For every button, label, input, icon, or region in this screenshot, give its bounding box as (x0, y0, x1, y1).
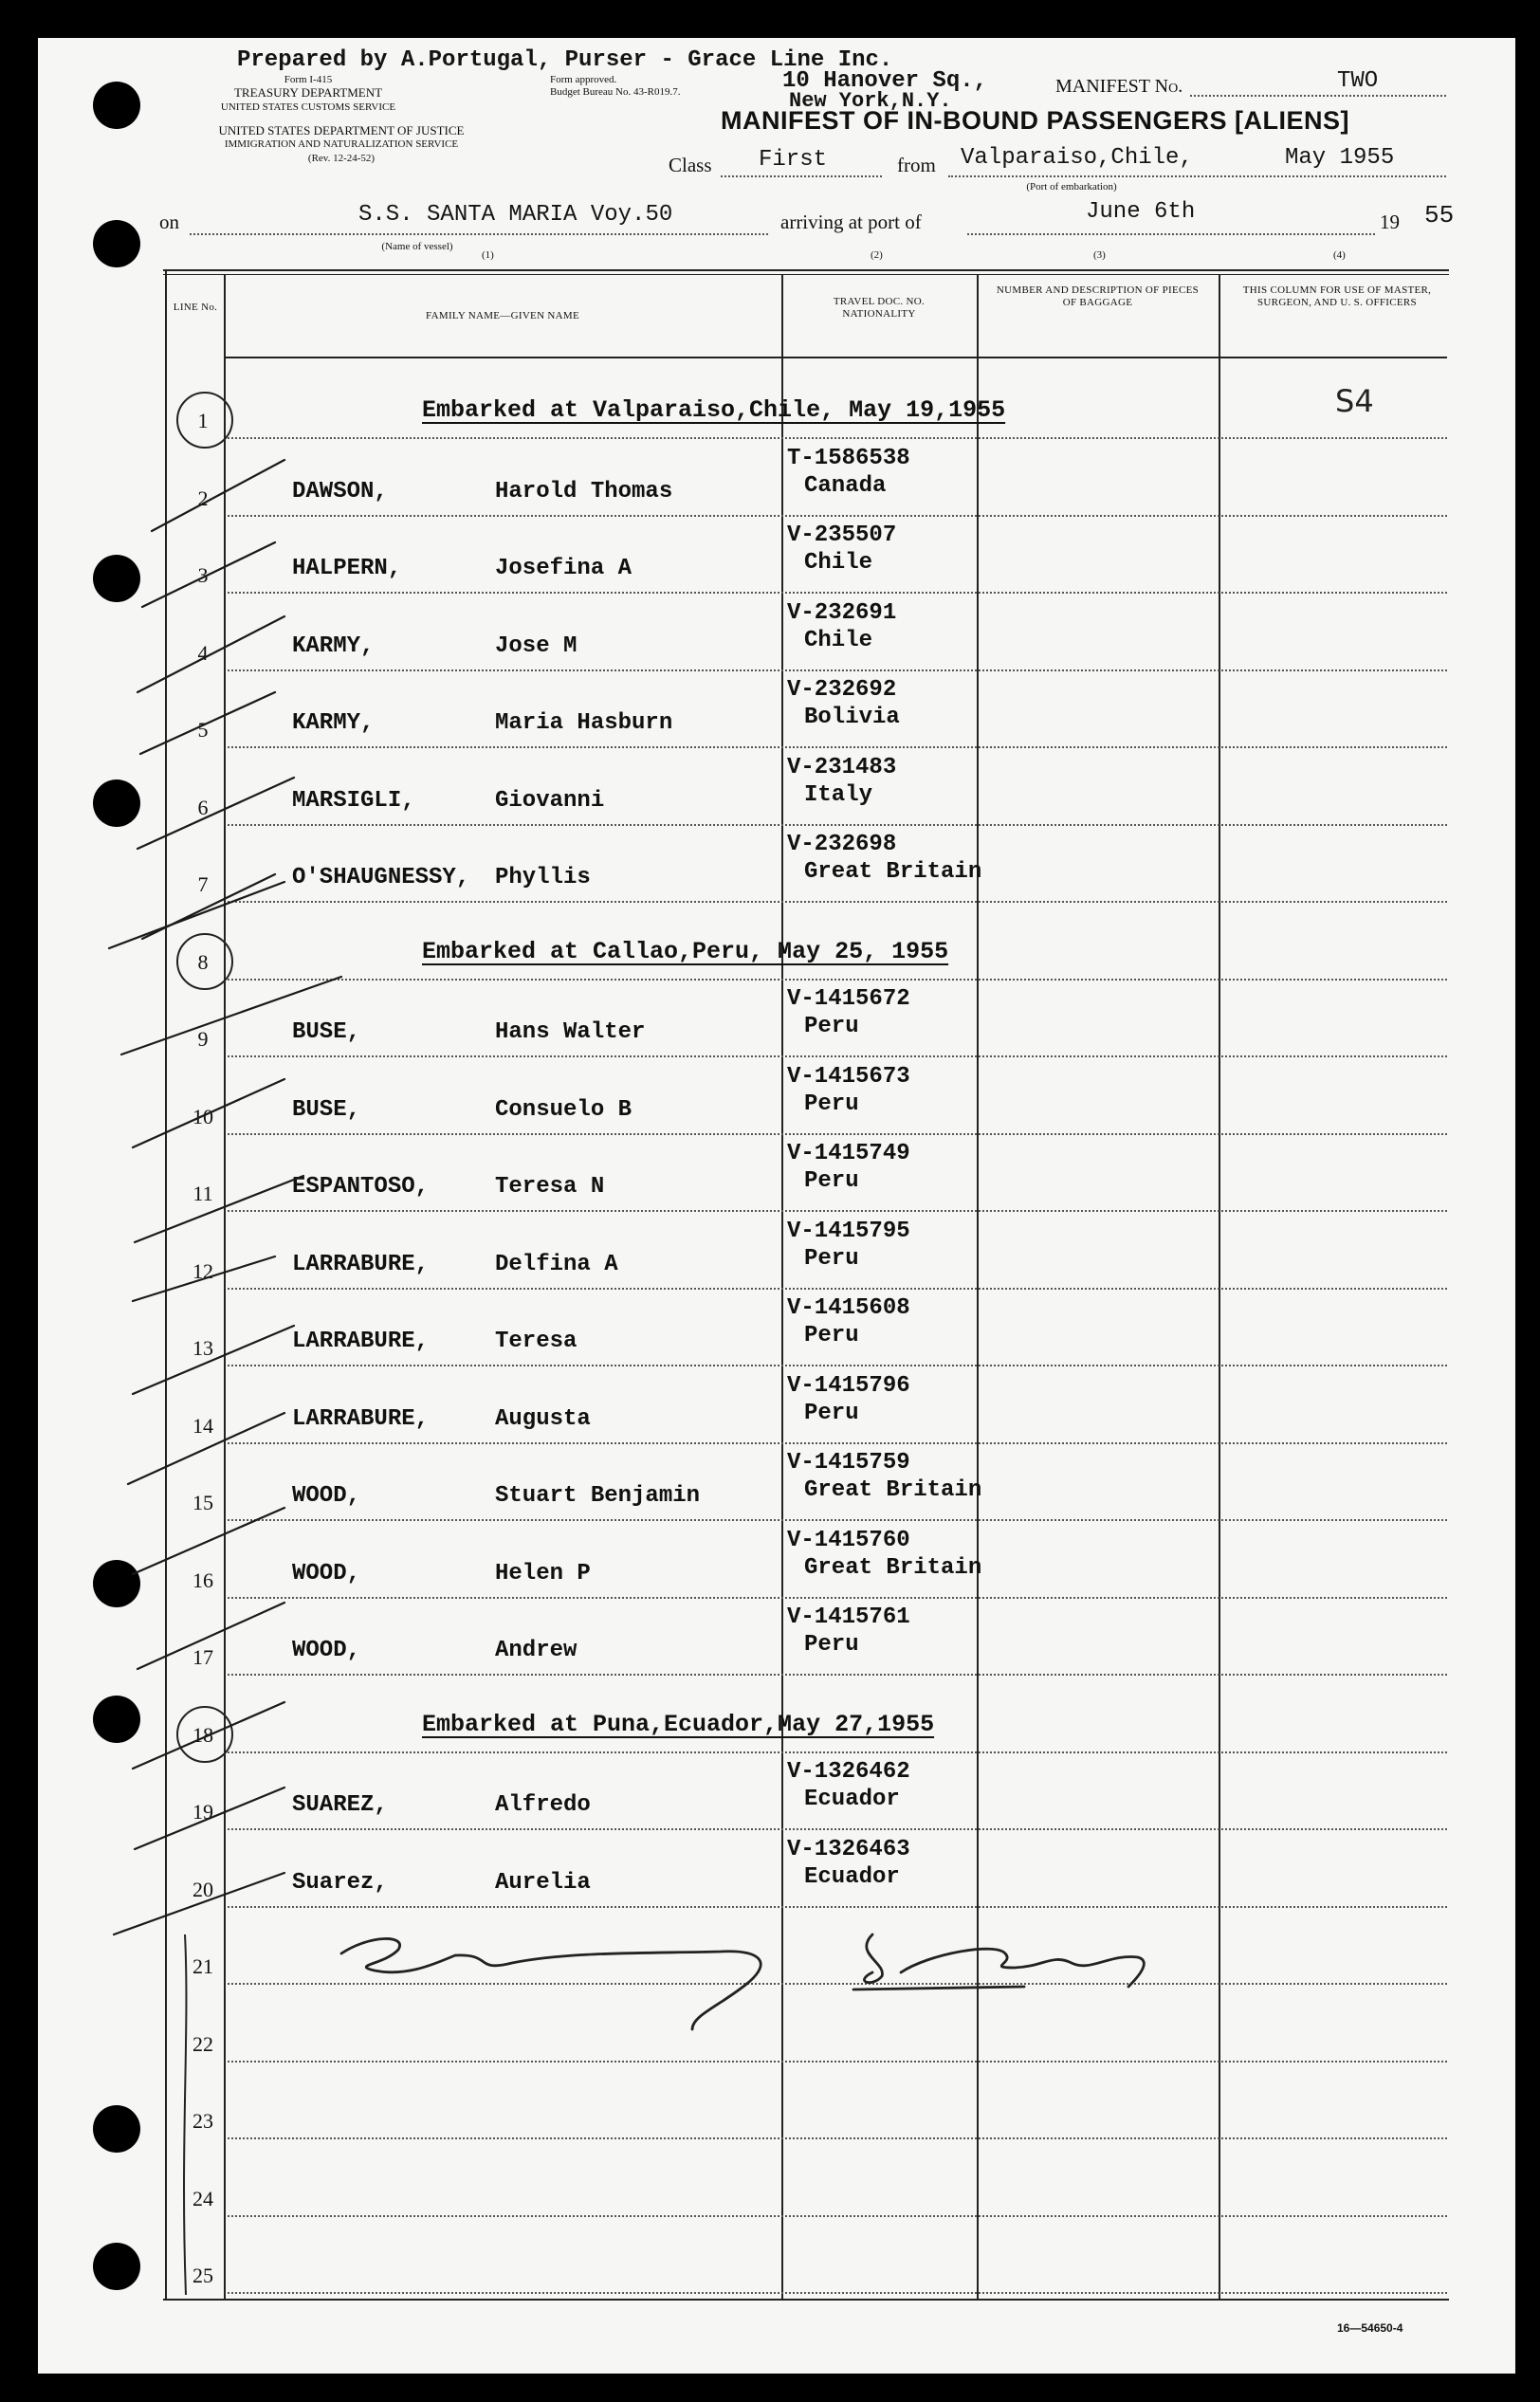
manifest-title: MANIFEST OF IN-BOUND PASSENGERS [ALIENS] (721, 106, 1350, 135)
family-name: MARSIGLI, (292, 787, 415, 814)
travel-doc-number: V-1415759 (787, 1450, 910, 1476)
nationality: Peru (804, 1632, 859, 1658)
line-number: 2 (197, 486, 209, 510)
dept-justice: UNITED STATES DEPARTMENT OF JUSTICE (218, 123, 465, 138)
travel-doc-number: V-1326462 (787, 1759, 910, 1785)
given-name: Aurelia (495, 1869, 591, 1896)
col-number-1: (1) (482, 249, 494, 261)
line-number: 15 (192, 1491, 213, 1514)
line-number: 11 (192, 1182, 213, 1205)
given-name: Andrew (495, 1638, 578, 1663)
nationality: Chile (804, 627, 873, 653)
family-name: Suarez, (292, 1869, 388, 1896)
budget-bureau: Budget Bureau No. 43-R019.7. (550, 86, 681, 98)
line-number: 20 (192, 1877, 213, 1901)
embarkation-heading: Embarked at Callao,Peru, May 25, 1955 (422, 937, 949, 965)
family-name: KARMY, (292, 633, 375, 659)
line-number: 22 (192, 2031, 213, 2056)
checkmark (152, 460, 284, 531)
header-travel-doc: TRAVEL DOC. NO. NATIONALITY (833, 296, 926, 320)
given-name: Teresa (495, 1329, 578, 1354)
travel-doc-number: V-1415672 (787, 986, 910, 1012)
header-name: FAMILY NAME—GIVEN NAME (426, 310, 579, 321)
line-number: 3 (197, 563, 209, 587)
address-line1: 10 Hanover Sq., (782, 68, 988, 94)
checkmark (140, 692, 275, 754)
vessel-caption: (Name of vessel) (381, 241, 453, 252)
line-number: 19 (192, 1800, 213, 1824)
checkmark (133, 1326, 294, 1394)
nationality: Chile (804, 550, 873, 576)
given-name: Alfredo (495, 1792, 591, 1818)
prepared-by: Prepared by A.Portugal, Purser - Grace Line Inc. (237, 47, 893, 73)
given-name: Phyllis (495, 865, 591, 890)
signature-left (341, 1938, 761, 2029)
travel-doc-number: V-232692 (787, 677, 897, 703)
line-number: 4 (197, 640, 209, 665)
line-number: 24 (192, 2186, 213, 2210)
nationality: Great Britain (804, 1477, 982, 1503)
line-number: 12 (192, 1258, 213, 1283)
margin-scrawl (184, 1934, 186, 2295)
line-number: 7 (197, 872, 209, 896)
travel-doc-number: V-1415760 (787, 1527, 910, 1553)
line-number: 17 (192, 1645, 213, 1669)
on-label: on (159, 211, 179, 233)
arriving-label: arriving at port of (780, 211, 922, 233)
nationality: Great Britain (804, 1554, 982, 1581)
nationality: Peru (804, 1323, 859, 1348)
travel-doc-number: V-1415749 (787, 1141, 910, 1166)
given-name: Jose M (495, 633, 578, 659)
checkmark (121, 977, 341, 1054)
form-approved: Form approved. (550, 74, 617, 85)
line-number: 23 (192, 2109, 213, 2133)
checkmark (135, 1788, 284, 1849)
given-name: Josefina A (495, 556, 632, 581)
family-name: WOOD, (292, 1638, 361, 1663)
embarkation-heading: Embarked at Puna,Ecuador,May 27,1955 (422, 1710, 935, 1738)
manifest-no-label: MANIFEST No. (1055, 76, 1183, 97)
nationality: Peru (804, 1091, 859, 1117)
line-number: 1 (197, 409, 209, 432)
header-baggage: NUMBER AND DESCRIPTION OF PIECES OF BAGGAGE (996, 284, 1200, 308)
travel-doc-number: V-1415761 (787, 1604, 910, 1630)
line-number: 5 (197, 718, 209, 742)
travel-doc-number: V-235507 (787, 523, 897, 548)
given-name: Teresa N (495, 1174, 605, 1200)
family-name: KARMY, (292, 710, 375, 736)
header-line-no: LINE No. (173, 302, 218, 313)
treasury-dept: TREASURY DEPARTMENT (233, 85, 383, 100)
given-name: Augusta (495, 1405, 591, 1432)
signature-right (853, 1934, 1144, 1989)
given-name: Maria Hasburn (495, 710, 673, 736)
year-prefix: 19 (1380, 211, 1400, 233)
arrival-date: June 6th (1086, 199, 1196, 225)
year-suffix: 55 (1424, 201, 1455, 229)
address-line2: New York,N.Y. (789, 89, 952, 113)
line-number: 8 (197, 949, 209, 974)
checkmark (133, 1702, 284, 1769)
checkmark (128, 1413, 284, 1484)
nationality: Peru (804, 1245, 859, 1272)
line-number: 9 (197, 1027, 209, 1051)
travel-doc-number: V-1415673 (787, 1063, 910, 1090)
line-number: 21 (192, 1954, 213, 1978)
from-date: May 1955 (1285, 145, 1395, 171)
family-name: WOOD, (292, 1483, 361, 1509)
nationality: Peru (804, 1014, 859, 1039)
col-number-2: (2) (871, 249, 883, 261)
checkmark (138, 616, 284, 692)
nationality: Bolivia (804, 705, 900, 730)
travel-doc-number: V-231483 (787, 754, 897, 780)
family-name: WOOD, (292, 1560, 361, 1586)
line-number: 18 (192, 1722, 213, 1747)
form-number: Form I-415 (284, 74, 333, 85)
manifest-no-value: TWO (1337, 68, 1379, 94)
line-number: 16 (192, 1568, 213, 1592)
line-number: 10 (192, 1104, 213, 1128)
customs-service: UNITED STATES CUSTOMS SERVICE (220, 101, 396, 113)
line-number: 25 (192, 2264, 213, 2287)
nationality: Peru (804, 1168, 859, 1194)
nationality: Ecuador (804, 1787, 900, 1812)
checkmark (135, 1176, 303, 1242)
given-name: Helen P (495, 1560, 591, 1586)
travel-doc-number: V-1415795 (787, 1218, 910, 1244)
class-value: First (759, 147, 828, 173)
family-name: BUSE, (292, 1096, 361, 1123)
class-label: Class (669, 154, 712, 176)
nationality: Great Britain (804, 859, 982, 885)
embarkation-heading: Embarked at Valparaiso,Chile, May 19,1955 (422, 396, 1006, 424)
travel-doc-number: V-232698 (787, 832, 897, 857)
family-name: O'SHAUGNESSY, (292, 865, 470, 890)
given-name: Stuart Benjamin (495, 1483, 701, 1509)
nationality: Peru (804, 1400, 859, 1426)
vessel-name: S.S. SANTA MARIA Voy.50 (358, 202, 673, 228)
revision: (Rev. 12-24-52) (307, 153, 376, 164)
family-name: SUAREZ, (292, 1792, 388, 1818)
checkmark (109, 882, 284, 948)
travel-doc-number: V-232691 (787, 599, 897, 626)
family-name: LARRABURE, (292, 1405, 430, 1432)
family-name: ESPANTOSO, (292, 1174, 430, 1200)
form-code: 16—54650-4 (1337, 2321, 1403, 2335)
line-number: 6 (197, 795, 209, 819)
family-name: BUSE, (292, 1019, 361, 1045)
nationality: Ecuador (804, 1863, 900, 1890)
checkmark (138, 1603, 284, 1669)
travel-doc-number: V-1326463 (787, 1836, 910, 1862)
checkmark (138, 778, 294, 849)
given-name: Delfina A (495, 1251, 618, 1277)
from-value: Valparaiso,Chile, (961, 145, 1193, 171)
immigration-service: IMMIGRATION AND NATURALIZATION SERVICE (224, 138, 459, 150)
given-name: Harold Thomas (495, 478, 673, 504)
col-number-3: (3) (1093, 249, 1106, 261)
header-officers: THIS COLUMN FOR USE OF MASTER, SURGEON, AND U. S. OFFICERS (1242, 284, 1432, 308)
from-label: from (897, 154, 936, 176)
family-name: HALPERN, (292, 556, 402, 581)
col-number-4: (4) (1333, 249, 1346, 261)
line-number: 14 (192, 1413, 213, 1438)
given-name: Giovanni (495, 787, 605, 814)
checkmark (133, 1508, 284, 1574)
travel-doc-number: T-1586538 (787, 445, 910, 471)
travel-doc-number: V-1415608 (787, 1295, 910, 1321)
nationality: Canada (804, 472, 887, 499)
given-name: Consuelo B (495, 1096, 632, 1123)
family-name: LARRABURE, (292, 1251, 430, 1277)
family-name: LARRABURE, (292, 1329, 430, 1354)
travel-doc-number: V-1415796 (787, 1372, 910, 1399)
nationality: Italy (804, 781, 873, 808)
officer-mark: S4 (1335, 383, 1374, 419)
checkmark (133, 1079, 284, 1147)
family-name: DAWSON, (292, 478, 388, 504)
checkmark (133, 1256, 275, 1301)
checkmark (142, 542, 275, 607)
port-caption: (Port of embarkation) (1026, 181, 1117, 193)
checkmark (114, 1873, 284, 1934)
line-number: 13 (192, 1336, 213, 1360)
given-name: Hans Walter (495, 1019, 646, 1045)
